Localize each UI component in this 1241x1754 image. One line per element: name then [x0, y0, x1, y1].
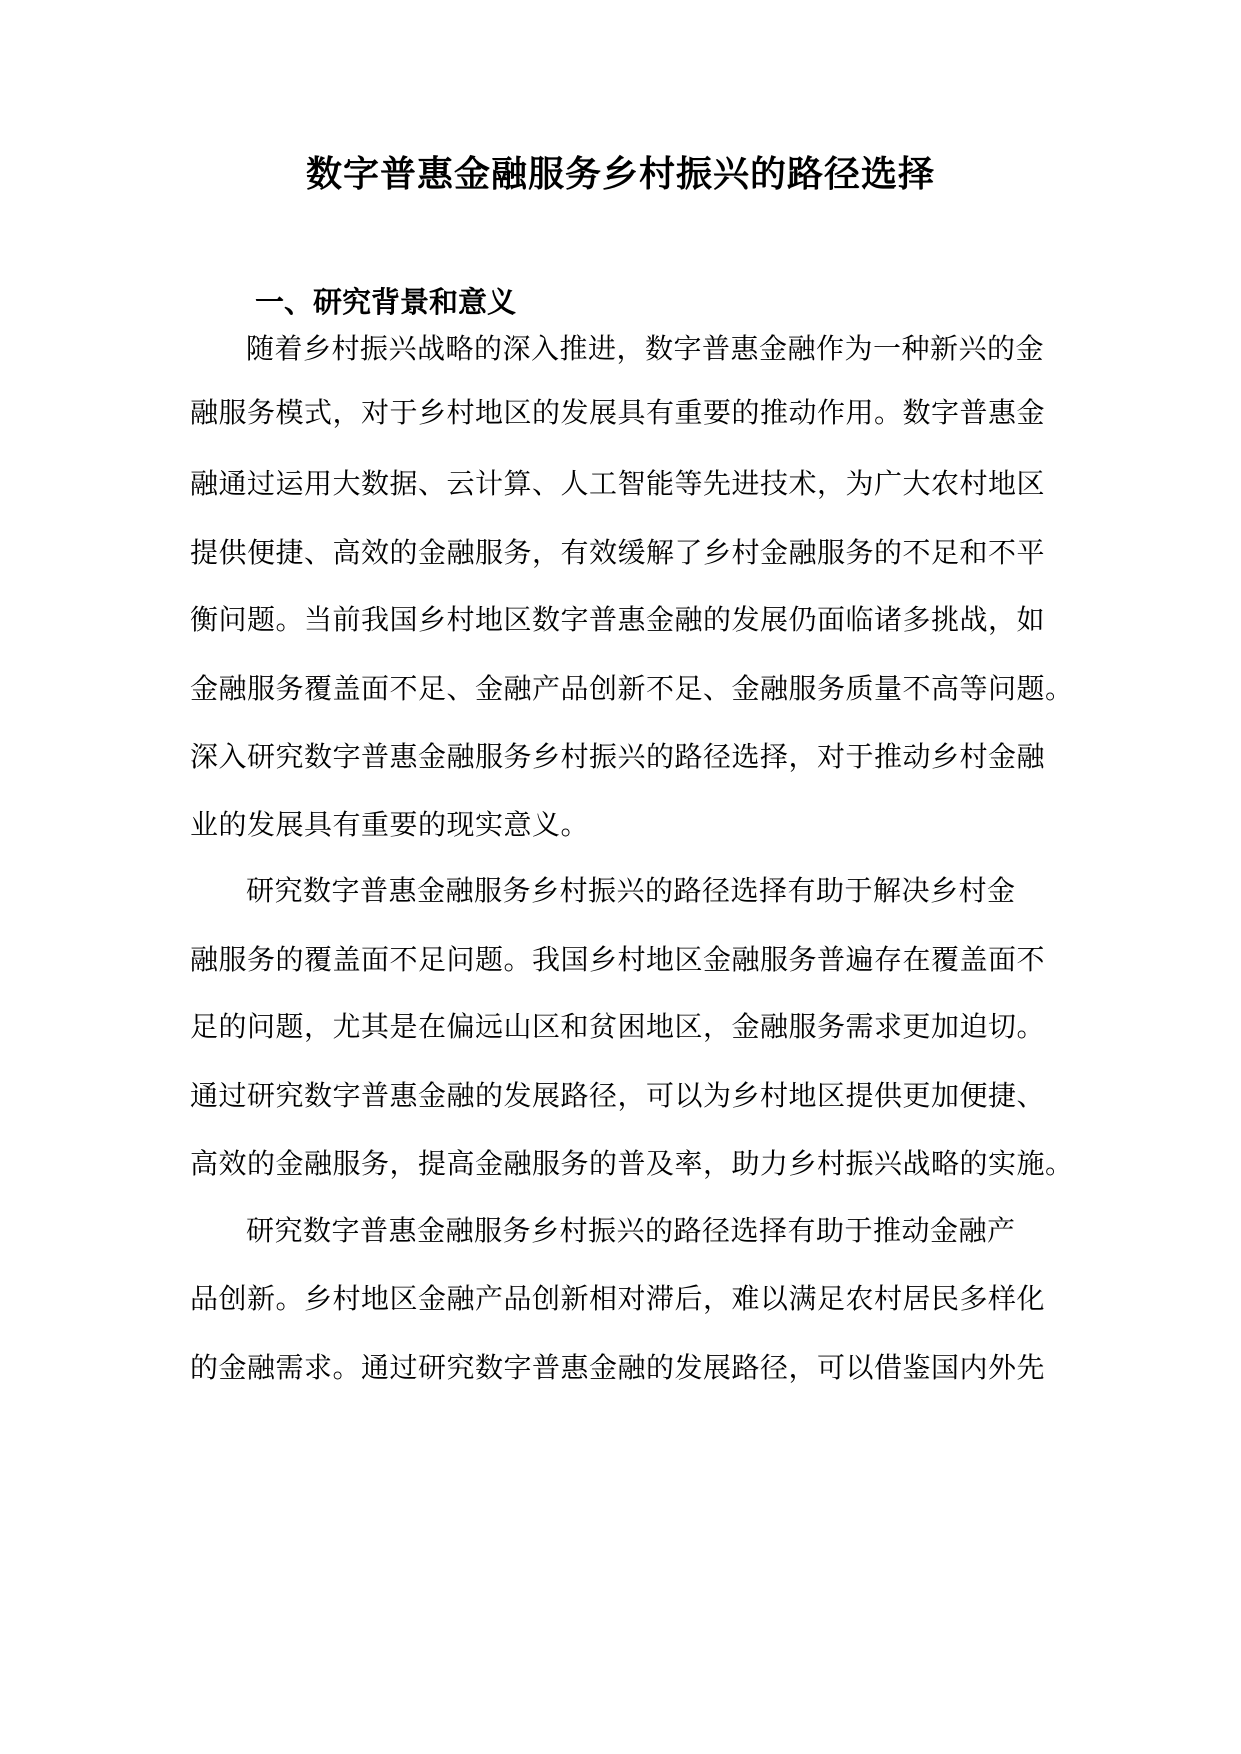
paragraph-3-line-1: 研究数字普惠金融服务乡村振兴的路径选择有助于推动金融产: [246, 1214, 1016, 1247]
paragraph-2-line-5: 高效的金融服务，提高金融服务的普及率，助力乡村振兴战略的实施。: [190, 1147, 1074, 1180]
paragraph-2-line-1: 研究数字普惠金融服务乡村振兴的路径选择有助于解决乡村金: [246, 874, 1016, 907]
paragraph-1-line-2: 融服务模式，对于乡村地区的发展具有重要的推动作用。数字普惠金: [190, 396, 1046, 429]
paragraph-3-line-3: 的金融需求。通过研究数字普惠金融的发展路径，可以借鉴国内外先: [190, 1351, 1046, 1384]
paragraph-2-line-3: 足的问题，尤其是在偏远山区和贫困地区，金融服务需求更加迫切。: [190, 1010, 1046, 1043]
paragraph-1-line-4: 提供便捷、高效的金融服务，有效缓解了乡村金融服务的不足和不平: [190, 536, 1046, 569]
paragraph-1-line-7: 深入研究数字普惠金融服务乡村振兴的路径选择，对于推动乡村金融: [190, 740, 1046, 773]
section-heading: 一、研究背景和意义: [255, 285, 517, 319]
paragraph-1-line-5: 衡问题。当前我国乡村地区数字普惠金融的发展仍面临诸多挑战，如: [190, 603, 1046, 636]
paragraph-1-line-8: 业的发展具有重要的现实意义。: [190, 808, 590, 841]
paragraph-3-line-2: 品创新。乡村地区金融产品创新相对滞后，难以满足农村居民多样化: [190, 1282, 1046, 1315]
paragraph-2-line-2: 融服务的覆盖面不足问题。我国乡村地区金融服务普遍存在覆盖面不: [190, 943, 1046, 976]
paragraph-1-line-3: 融通过运用大数据、云计算、人工智能等先进技术，为广大农村地区: [190, 467, 1046, 500]
paragraph-1-line-6: 金融服务覆盖面不足、金融产品创新不足、金融服务质量不高等问题。: [190, 672, 1074, 705]
paragraph-1-line-1: 随着乡村振兴战略的深入推进，数字普惠金融作为一种新兴的金: [246, 332, 1045, 365]
paragraph-2-line-4: 通过研究数字普惠金融的发展路径，可以为乡村地区提供更加便捷、: [190, 1079, 1046, 1112]
document-title: 数字普惠金融服务乡村振兴的路径选择: [305, 154, 935, 195]
